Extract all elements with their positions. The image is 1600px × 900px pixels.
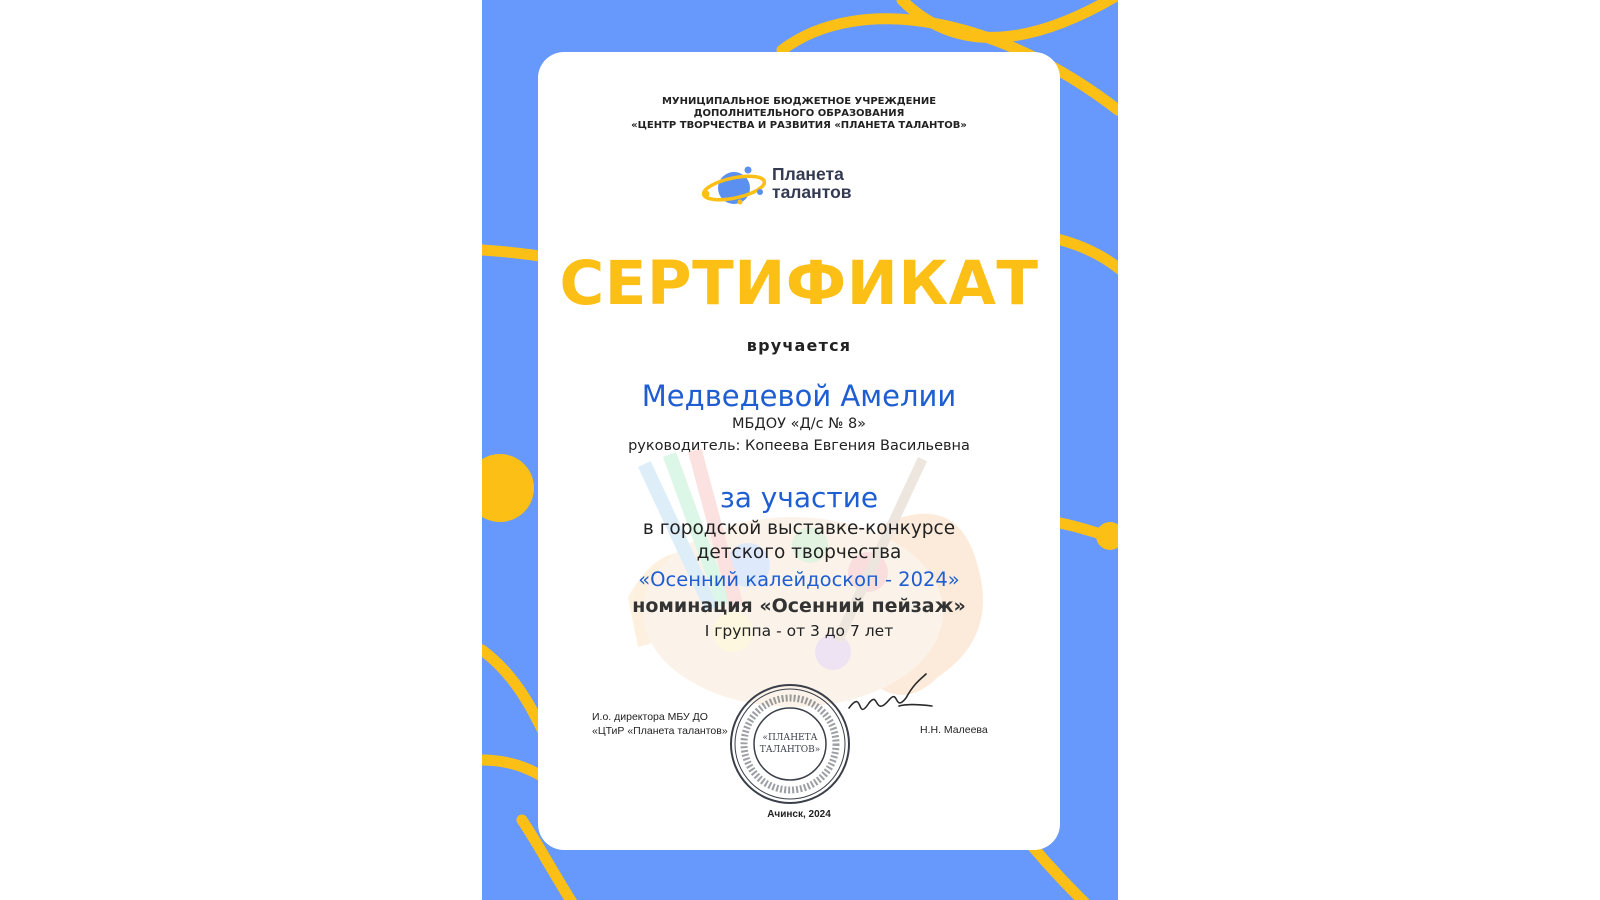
header-line-2: ДОПОЛНИТЕЛЬНОГО ОБРАЗОВАНИЯ — [693, 108, 905, 119]
institution-header — [538, 96, 1060, 132]
director-line-2: «ЦТиР «Планета талантов» — [592, 725, 728, 737]
nomination: номинация «Осенний пейзаж» — [632, 595, 966, 617]
signer-name: Н.Н. Малеева — [920, 724, 988, 736]
header-line-1: МУНИЦИПАЛЬНОЕ БЮДЖЕТНОЕ УЧРЕЖДЕНИЕ — [661, 96, 937, 107]
recipient-leader: руководитель: Копеева Евгения Васильевна — [628, 438, 970, 454]
event-line-1: в городской выставке-конкурсе — [642, 518, 956, 539]
event-line-2: детского творчества — [696, 542, 902, 563]
city-year: Ачинск, 2024 — [767, 809, 831, 820]
signature-icon — [844, 668, 934, 728]
awarded-label: вручается — [746, 336, 852, 355]
age-group: I группа - от 3 до 7 лет — [704, 622, 894, 640]
certificate-title: СЕРТИФИКАТ — [559, 248, 1039, 319]
logo-text — [772, 165, 852, 201]
award-reason: за участие — [719, 481, 879, 514]
director-title — [592, 710, 728, 738]
certificate-card — [538, 52, 1060, 850]
planet-orbit-icon — [700, 164, 770, 208]
svg-text:ТАЛАНТОВ»: ТАЛАНТОВ» — [759, 745, 821, 755]
director-line-1: И.о. директора МБУ ДО — [592, 711, 708, 723]
header-line-3: «ЦЕНТР ТВОРЧЕСТВА И РАЗВИТИЯ «ПЛАНЕТА ТАЛАНТОВ» — [631, 120, 967, 131]
svg-text:«ПЛАНЕТА: «ПЛАНЕТА — [762, 733, 818, 743]
recipient-name: Медведевой Амелии — [641, 379, 957, 413]
official-stamp-icon — [728, 682, 852, 806]
logo-line-1: Планета — [772, 164, 844, 184]
contest-name: «Осенний калейдоскоп - 2024» — [638, 568, 960, 591]
recipient-organization: МБДОУ «Д/с № 8» — [731, 416, 867, 432]
planet-talents-logo — [700, 164, 880, 208]
logo-line-2: талантов — [772, 182, 852, 202]
